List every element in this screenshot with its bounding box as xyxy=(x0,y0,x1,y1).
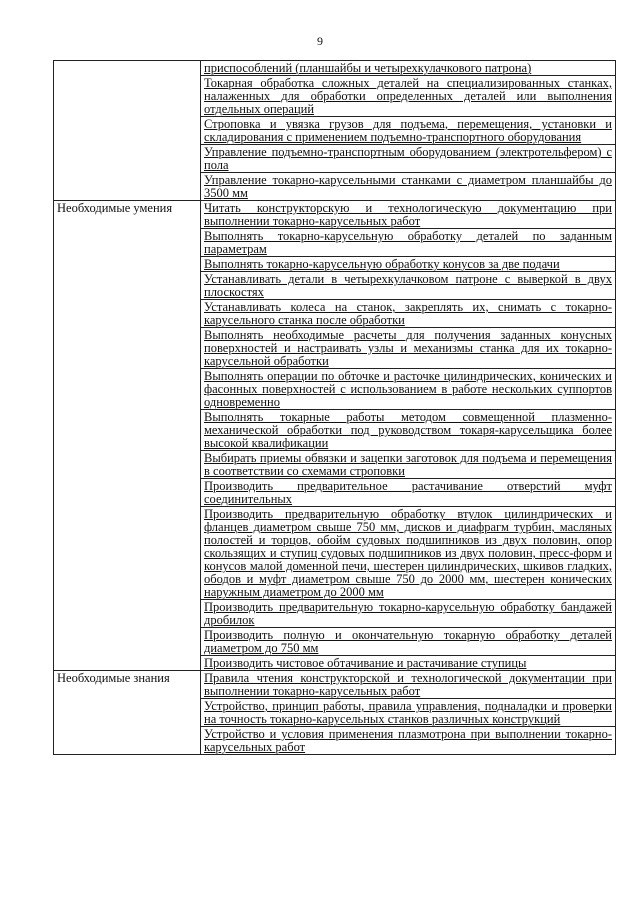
item-text: Строповка и увязка грузов для подъема, перемещения, установки и складирования с применением подъемно-транспортного оборудования xyxy=(204,117,612,144)
table-cell-item xyxy=(201,201,616,229)
item-text: Управление токарно-карусельными станками с диаметром планшайбы до 3500 мм xyxy=(204,173,612,200)
section-label-knowledge: Необходимые знания xyxy=(54,671,201,755)
table-cell-item xyxy=(201,173,616,201)
table-cell-item xyxy=(201,117,616,145)
item-text: Правила чтения конструкторской и технологической документации при выполнении токарно-карусельных работ xyxy=(204,671,612,698)
table-cell-item xyxy=(201,727,616,755)
item-text: Производить предварительную токарно-карусельную обработку бандажей дробилок xyxy=(204,600,612,627)
table-cell-item xyxy=(201,257,616,272)
item-text: Выполнять операции по обточке и расточке цилиндрических, конических и фасонных поверхностей с использованием в работе нескольких суппортов одновременно xyxy=(204,369,612,409)
table-cell-item xyxy=(201,300,616,328)
item-text: Токарная обработка сложных деталей на специализированных станках, налаженных для обработки определенных деталей или выполнения отдельных операций xyxy=(204,76,612,116)
item-text: Устанавливать детали в четырехкулачковом патроне с выверкой в двух плоскостях xyxy=(204,272,612,299)
section-label-skills: Необходимые умения xyxy=(54,201,201,671)
requirements-table-body xyxy=(54,61,616,755)
item-text: Выполнять токарно-карусельную обработку конусов за две подачи xyxy=(204,257,560,271)
table-row xyxy=(54,61,616,76)
table-cell-item xyxy=(201,328,616,369)
item-text: Выполнять необходимые расчеты для получения заданных конусных поверхностей и настраивать узлы и механизмы станка для их токарно-карусельной обработки xyxy=(204,328,612,368)
item-text: Производить чистовое обтачивание и растачивание ступицы xyxy=(204,656,527,670)
requirements-table xyxy=(53,60,616,755)
table-row xyxy=(54,671,616,699)
table-cell-item xyxy=(201,61,616,76)
table-cell-item xyxy=(201,369,616,410)
table-row xyxy=(54,201,616,229)
item-text: Выбирать приемы обвязки и зацепки заготовок для подъема и перемещения в соответствии со схемами строповки xyxy=(204,451,612,478)
table-cell-item xyxy=(201,671,616,699)
table-cell-item xyxy=(201,479,616,507)
table-cell-item xyxy=(201,600,616,628)
item-text: приспособлений (планшайбы и четырехкулачкового патрона) xyxy=(204,61,532,75)
section-label-continued xyxy=(54,61,201,201)
table-cell-item xyxy=(201,451,616,479)
item-text: Производить полную и окончательную токарную обработку деталей диаметром до 750 мм xyxy=(204,628,612,655)
item-text: Производить предварительное растачивание отверстий муфт соединительных xyxy=(204,479,612,506)
table-cell-item xyxy=(201,229,616,257)
item-text: Производить предварительную обработку втулок цилиндрических и фланцев диаметром свыше 750 мм, дисков и диафрагм турбин, масляных полостей и торцов, обойм судовых подшипников из двух половин, опор скользящих и ступиц судовых подшипников из двух половин, пресс-форм и конусов малой доменной печи, шестерен цилиндрических, шкивов гладких, ободов и муфт диаметром свыше 750 до 2000 мм, шестерен конических наружным диаметром до 2000 мм xyxy=(204,507,612,599)
page-number: 9 xyxy=(317,34,323,48)
table-cell-item xyxy=(201,628,616,656)
item-text: Устройство, принцип работы, правила управления, подналадки и проверки на точность токарно-карусельных станков различных конструкций xyxy=(204,699,612,726)
table-cell-item xyxy=(201,272,616,300)
table-cell-item xyxy=(201,656,616,671)
table-cell-item xyxy=(201,76,616,117)
item-text: Управление подъемно-транспортным оборудованием (электротельфером) с пола xyxy=(204,145,612,172)
table-cell-item xyxy=(201,507,616,600)
item-text: Выполнять токарно-карусельную обработку деталей по заданным параметрам xyxy=(204,229,612,256)
item-text: Устанавливать колеса на станок, закреплять их, снимать с токарно-карусельного станка после обработки xyxy=(204,300,612,327)
table-cell-item xyxy=(201,410,616,451)
item-text: Устройство и условия применения плазмотрона при выполнении токарно-карусельных работ xyxy=(204,727,612,754)
table-cell-item xyxy=(201,145,616,173)
item-text: Выполнять токарные работы методом совмещенной плазменно-механической обработки под руководством токаря-карусельщика более высокой квалификации xyxy=(204,410,612,450)
table-cell-item xyxy=(201,699,616,727)
item-text: Читать конструкторскую и технологическую документацию при выполнении токарно-карусельных работ xyxy=(204,201,612,228)
